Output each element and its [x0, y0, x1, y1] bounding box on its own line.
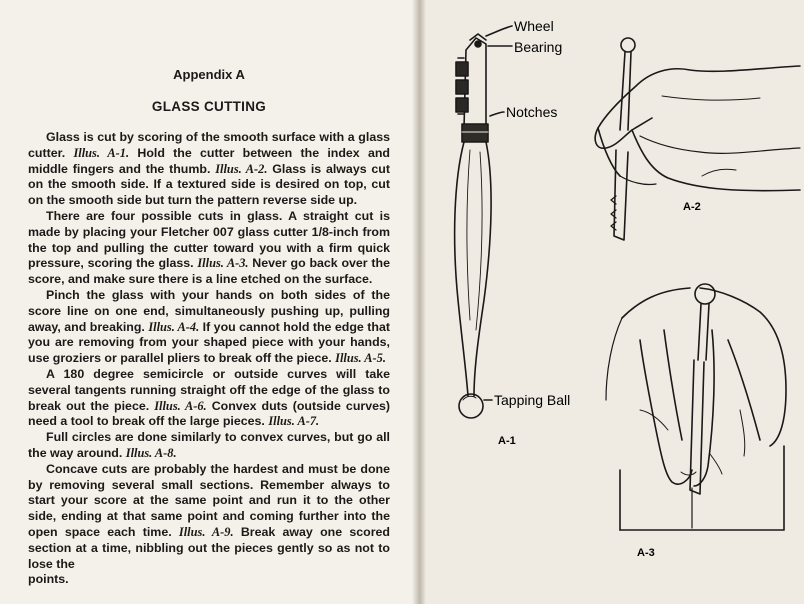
illustration-reference: Illus. A-7.: [268, 414, 320, 429]
glass-cutter-drawing: [455, 34, 491, 418]
appendix-label: Appendix A: [173, 67, 245, 82]
wheel-label: Wheel: [514, 18, 554, 34]
illustration-reference: Illus. A-1.: [73, 145, 130, 160]
paragraph: Glass is cut by scoring of the smooth surface with a glass cutter. Illus. A-1. Hold the cutter between the index and middle fingers and the thumb. Illus. A-2. Glass is always cut on the smooth side. If a textured side is desired on top, cut on the smooth side but turn the pattern reverse side up.: [28, 130, 391, 208]
paragraph: Concave cuts are probably the hardest and must be done by removing several small sections. Remember always to start your score at the same point and run it to the other side, ending at that same point and coming further into the open space each time. Illus. A-9. Break away one scored section at a time, nibbling out the pieces gently so as not to lose the: [28, 461, 390, 571]
wheel-leader: [486, 26, 512, 36]
illustration-reference: Illus. A-6.: [154, 398, 207, 413]
illustration-reference: Illus. A-4.: [148, 319, 200, 334]
paragraph: Full circles are done similarly to convex curves, but go all the way around. Illus. A-8.: [28, 430, 390, 460]
figure-label-a2: A-2: [683, 201, 701, 213]
paragraph-tail: points.: [28, 572, 69, 587]
notches-label: Notches: [506, 104, 558, 120]
paragraph: Pinch the glass with your hands on both sides of the score line on one end, simultaneously pushing up, pulling away, and breaking. Illus. A-4. If you cannot hold the edge that you are removing from your shaped piece with your hands, use groziers or parallel pliers to break off the piece. Illus. A-5.: [28, 287, 390, 366]
illustration-reference: Illus. A-3.: [197, 256, 249, 271]
figure-label-a3: A-3: [637, 547, 655, 559]
paragraph: There are four possible cuts in glass. A straight cut is made by placing your Fletcher 007 glass cutter 1/8-inch from the top and pulling the cutter toward you with a firm quick pressure, scoring the glass. Illus. A-3. Never go back over the score, and make sure there is a line etched on the surface.: [28, 208, 390, 287]
illustration-reference: Illus. A-9.: [178, 524, 234, 539]
section-heading: GLASS CUTTING: [151, 99, 267, 114]
paragraph: A 180 degree semicircle or outside curves will take several tangents running straight off the edge of the glass to break out the piece. Illus. A-6. Convex duts (outside curves) need a tool to break off the large pieces. Illus. A-7.: [28, 366, 391, 429]
illustration-reference: Illus. A-2.: [215, 161, 268, 176]
illustration-reference: Illus. A-8.: [125, 445, 177, 460]
notches-leader: [490, 112, 504, 116]
tapping-ball-label: Tapping Ball: [494, 392, 571, 408]
hand-on-glass-drawing: [606, 284, 786, 530]
figure-label-a1: A-1: [498, 435, 516, 447]
illustration-reference: Illus. A-5.: [335, 351, 386, 366]
bearing-label: Bearing: [514, 39, 563, 55]
